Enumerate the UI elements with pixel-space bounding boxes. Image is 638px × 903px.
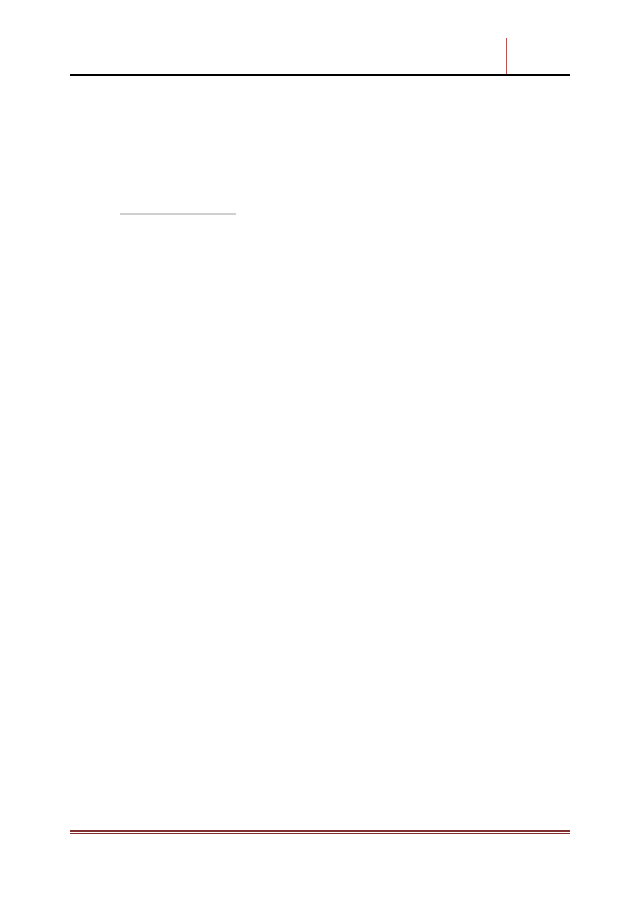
population-pyramid — [100, 88, 245, 233]
footer-rule — [70, 830, 570, 832]
page-header — [70, 38, 570, 74]
header-rule — [70, 74, 570, 76]
footer-rule-thin — [70, 833, 570, 834]
header-divider — [506, 38, 507, 74]
